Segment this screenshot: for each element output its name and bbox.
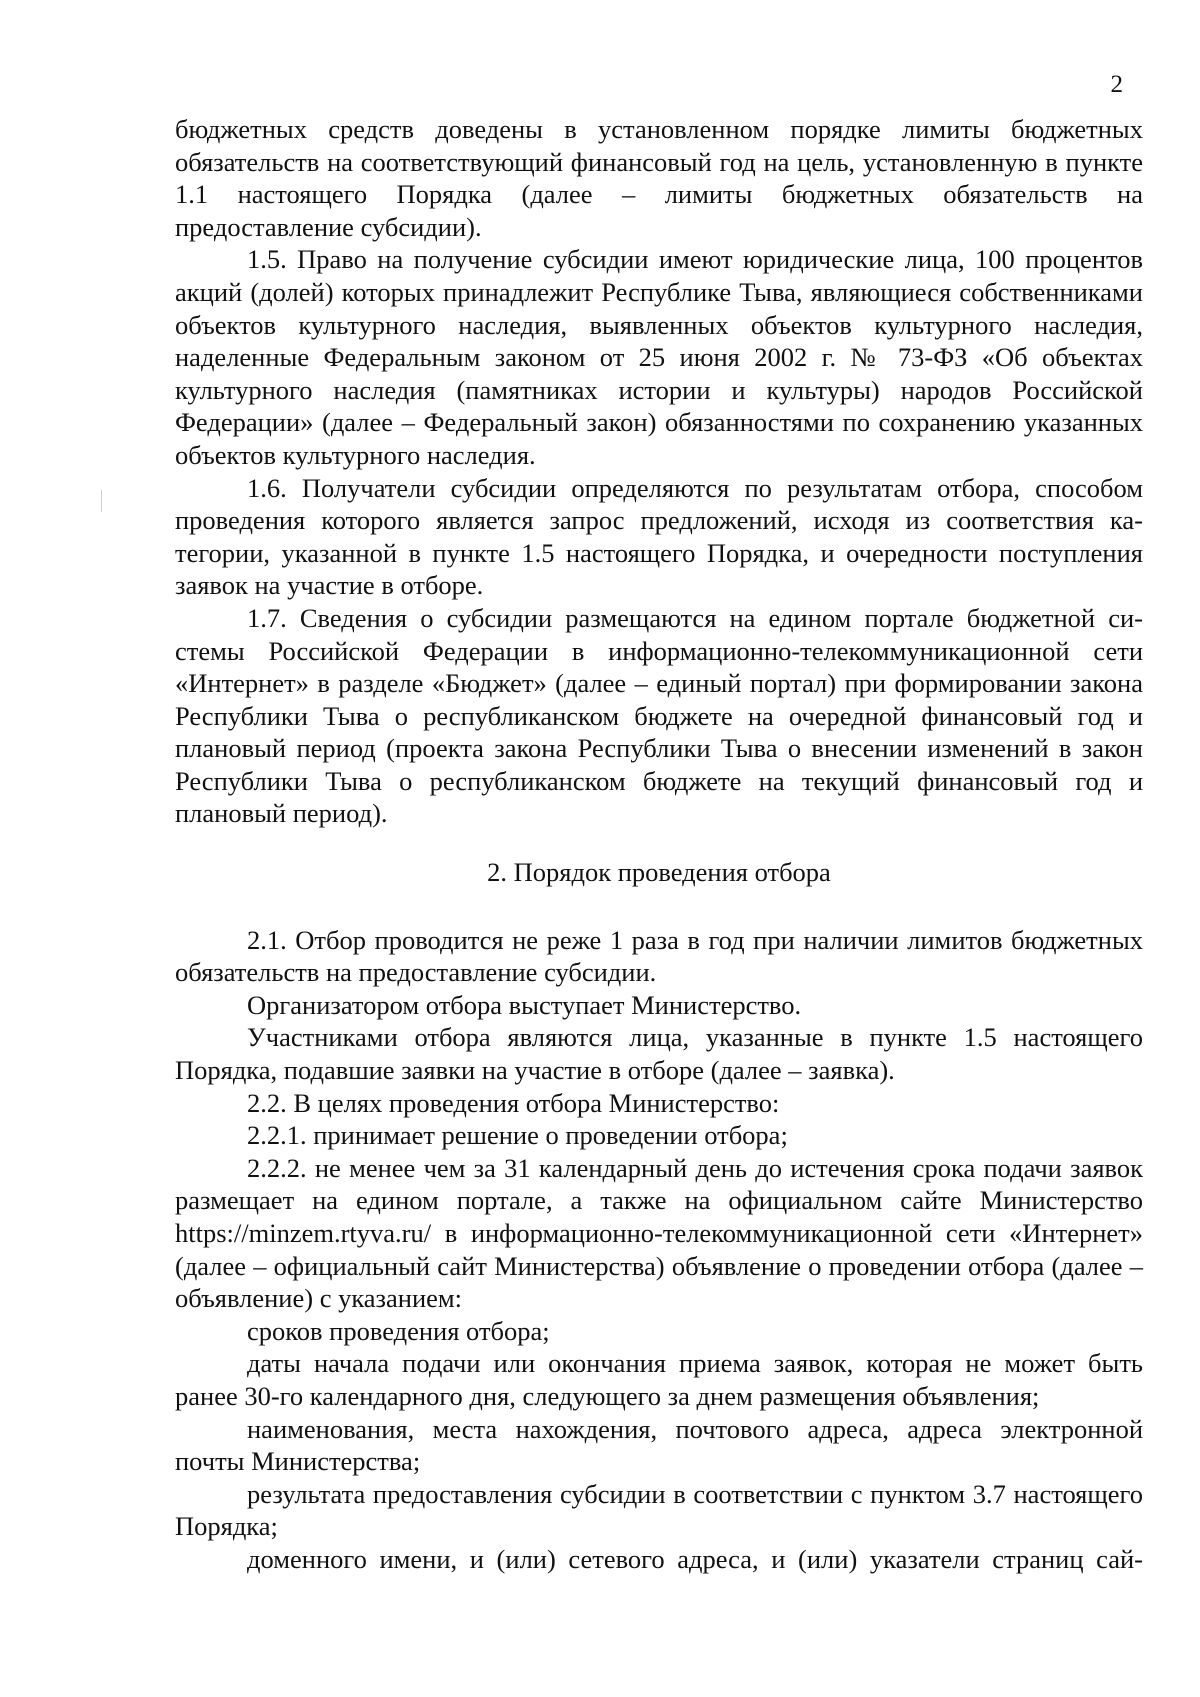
paragraph-1-6: 1.6. Получатели субсидии определяются по результатам отбора, способом проведения которого является запрос предложений, исходя из соответствия категории, указанной в пункте 1.5 настоящего Порядка, и очередности поступления заявок на участие в отборе.: [175, 472, 1143, 601]
paragraph-continuation: бюджетных средств доведены в установленном порядке лимиты бюджетных обязательств на соответствующий финансовый год на цель, установленную в пункте 1.1 настоящего Порядка (далее – лимиты бюджетных обязательств на предоставление субсидии).: [175, 114, 1143, 242]
section-2-heading: 2. Порядок проведения отбора: [487, 857, 831, 888]
paragraph-2-2-2: 2.2.2. не менее чем за 31 календарный день до истечения срока подачи заявок размещает на едином портале, а также на официальном сайте Министерство https://minzem.rtyva.ru/ в информационно-телекоммуникационной сети «Интернет» (далее – официальный сайт Министерства) объявление о проведении отбора (далее – объявление) с указанием:: [175, 1152, 1143, 1314]
paragraph-2-2: 2.2. В целях проведения отбора Министерство:: [247, 1087, 780, 1118]
paragraph-participants: Участниками отбора являются лица, указанные в пункте 1.5 настоящего Порядка, подавшие заявки на участие в отборе (далее – заявка).: [175, 1022, 1143, 1086]
page-number: 2: [1110, 71, 1123, 98]
list-item-dates: даты начала подачи или окончания приема заявок, которая не может быть ранее 30-го календарного дня, следующего за днем размещения объявления;: [175, 1348, 1143, 1411]
list-item-result: результата предоставления субсидии в соответствии с пунктом 3.7 настоящего Порядка;: [175, 1478, 1143, 1542]
list-item-terms: сроков проведения отбора;: [247, 1315, 550, 1346]
paragraph-1-5: 1.5. Право на получение субсидии имеют юридические лица, 100 процентов акций (долей) которых принадлежит Республике Тыва, являющиеся собственниками объектов культурного наследия, выявленных объектов культурного наследия, наделенные Федеральным законом от 25 июня 2002 г. № 73-ФЗ «Об объектах культурного наследия (памятниках истории и культуры) народов Российской Федерации» (далее – Федеральный закон) обязанностями по сохранению указанных объектов культурного наследия.: [175, 244, 1143, 470]
paragraph-2-2-1: 2.2.1. принимает решение о проведении отбора;: [247, 1120, 788, 1151]
paragraph-1-7: 1.7. Сведения о субсидии размещаются на едином портале бюджетной системы Российской Федерации в информационно-телекоммуникационной сети «Интернет» в разделе «Бюджет» (далее – единый портал) при формировании закона Республики Тыва о республиканском бюджете на очередной финансовый год и плановый период (проекта закона Республики Тыва о внесении изменений в закон Республики Тыва о республиканском бюджете на текущий финансовый год и плановый период).: [175, 602, 1143, 829]
scan-artifact-line: [101, 490, 102, 512]
document-body: [175, 113, 1143, 1576]
list-item-name: наименования, места нахождения, почтового адреса, адреса электронной почты Министерства;: [175, 1413, 1143, 1477]
paragraph-organizer: Организатором отбора выступает Министерство.: [247, 989, 802, 1020]
paragraph-2-1: 2.1. Отбор проводится не реже 1 раза в год при наличии лимитов бюджетных обязательств на предоставление субсидии.: [175, 924, 1143, 988]
list-item-domain: доменного имени, и (или) сетевого адреса, и (или) указатели страниц сай-: [247, 1543, 1143, 1574]
